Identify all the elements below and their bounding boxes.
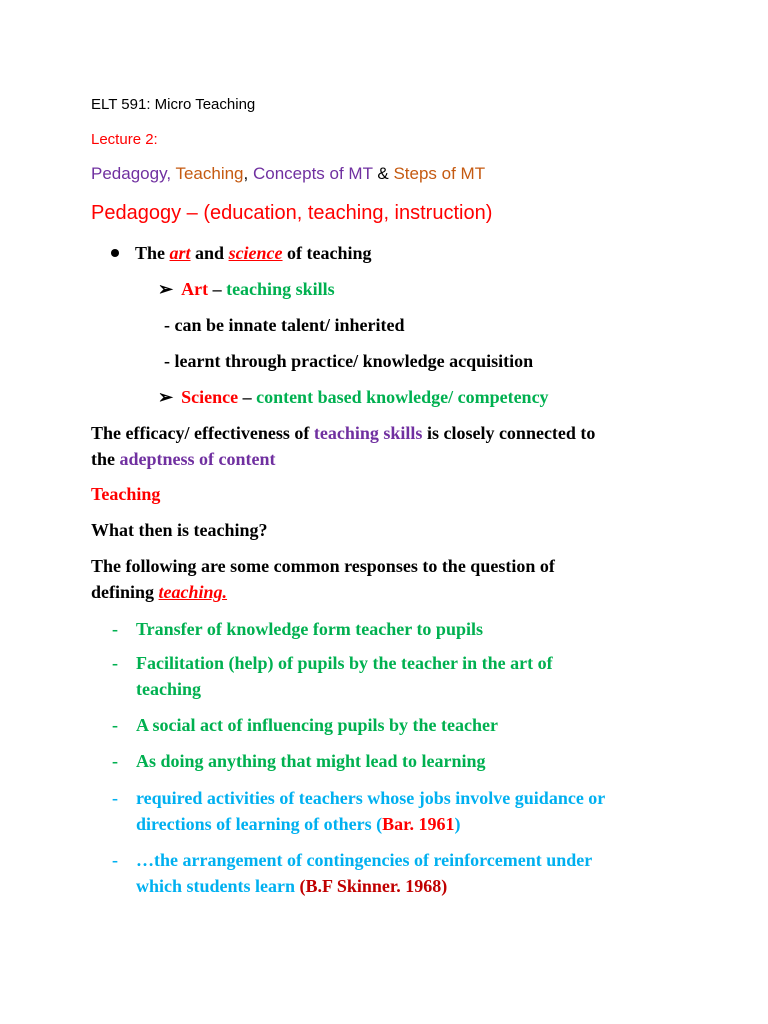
pedagogy-heading: Pedagogy – (education, teaching, instruction) [91, 202, 493, 224]
art-sep: – [208, 279, 227, 299]
list-item-text: …the arrangement of contingencies of reinforcement under [136, 850, 593, 870]
list-item [112, 653, 553, 674]
list-item-continuation [136, 876, 447, 897]
art-desc: teaching skills [226, 279, 335, 299]
art-note-1: - can be innate talent/ inherited [164, 315, 405, 335]
word-art: art [169, 243, 191, 263]
word-science: science [228, 243, 283, 263]
science-sep: – [238, 387, 257, 407]
arrow-bullet-icon: ➢ [158, 387, 174, 407]
list-item-continuation [136, 814, 460, 835]
sub-bullet-science [158, 387, 549, 408]
list-item-text: required activities of teachers whose jobs involve guidance or [136, 788, 606, 808]
topic-sep: , [166, 164, 176, 183]
citation: (B.F Skinner. 1968) [299, 876, 448, 896]
efficacy-highlight: teaching skills [313, 423, 423, 443]
efficacy-highlight: adeptness of content [119, 449, 276, 469]
art-label: Art [181, 279, 209, 299]
topic-sep: , [243, 164, 253, 183]
dash-bullet: - [112, 751, 118, 771]
topic-concepts: Concepts of MT [252, 164, 373, 183]
list-item-continuation: teaching [136, 679, 201, 699]
bullet-text: The [135, 243, 170, 263]
art-note-2: - learnt through practice/ knowledge acquisition [164, 351, 534, 371]
topic-amp: & [372, 164, 394, 183]
efficacy-line-1 [91, 423, 595, 444]
science-label: Science [181, 387, 239, 407]
arrow-bullet-icon: ➢ [158, 279, 174, 299]
efficacy-line-2 [91, 449, 276, 470]
list-item [112, 788, 605, 809]
dash-bullet: - [112, 788, 118, 808]
efficacy-text: The efficacy/ effectiveness of [91, 423, 314, 443]
science-desc: content based knowledge/ competency [256, 387, 549, 407]
following-text: defining [91, 582, 159, 602]
word-teaching: teaching. [158, 582, 228, 602]
list-item-text: Facilitation (help) of pupils by the teacher in the art of [136, 653, 553, 673]
topic-steps: Steps of MT [393, 164, 486, 183]
topics-line [91, 164, 485, 184]
list-item-text: As doing anything that might lead to learning [136, 751, 486, 771]
list-item-text: which students learn [136, 876, 300, 896]
bullet-art-science [111, 243, 372, 264]
list-item [112, 751, 486, 772]
sub-bullet-art [158, 279, 335, 300]
topic-pedagogy: Pedagogy [91, 164, 167, 183]
topic-teaching: Teaching [175, 164, 244, 183]
list-item-text: ) [454, 814, 461, 834]
list-item [112, 715, 498, 736]
list-item [112, 850, 592, 871]
list-item [112, 619, 483, 640]
teaching-heading: Teaching [91, 484, 161, 504]
following-line-2 [91, 582, 227, 603]
question-line: What then is teaching? [91, 520, 268, 540]
efficacy-text: is closely connected to [422, 423, 596, 443]
bullet-text: and [190, 243, 229, 263]
dash-bullet: - [112, 715, 118, 735]
list-item-text: directions of learning of others ( [136, 814, 383, 834]
efficacy-text: the [91, 449, 120, 469]
dash-bullet: - [112, 850, 118, 870]
lecture-line: Lecture 2: [91, 131, 158, 148]
bullet-dot-icon [111, 249, 119, 257]
dash-bullet: - [112, 619, 118, 639]
bullet-text: of teaching [282, 243, 372, 263]
dash-bullet: - [112, 653, 118, 673]
course-line: ELT 591: Micro Teaching [91, 96, 256, 113]
following-line-1: The following are some common responses to the question of [91, 556, 555, 576]
citation: Bar. 1961 [382, 814, 455, 834]
list-item-text: A social act of influencing pupils by the teacher [136, 715, 499, 735]
list-item-text: Transfer of knowledge form teacher to pupils [136, 619, 483, 639]
